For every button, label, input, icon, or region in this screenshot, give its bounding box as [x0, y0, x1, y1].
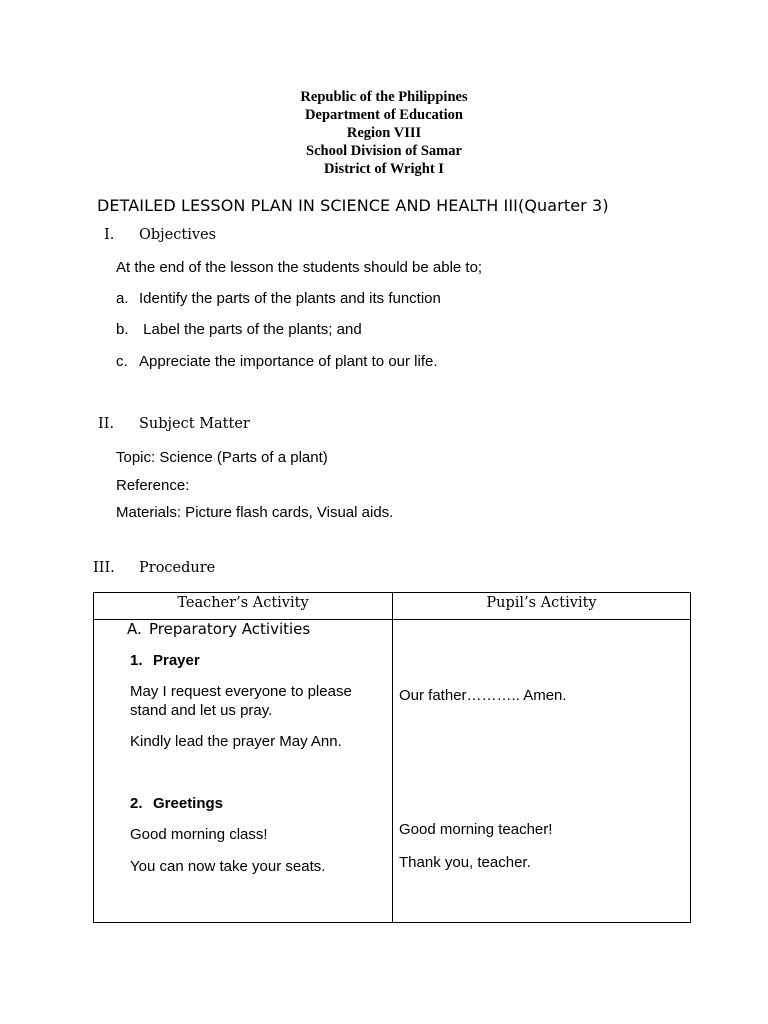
procedure-number: III.	[93, 560, 115, 576]
greetings-pupil-line-1: Good morning teacher!	[399, 821, 553, 838]
objective-item-c-marker: c.	[116, 353, 128, 370]
objectives-intro: At the end of the lesson the students should be able to;	[116, 259, 483, 276]
document-title: DETAILED LESSON PLAN IN SCIENCE AND HEALTH III(Quarter 3)	[97, 196, 609, 215]
prayer-pupil-response: Our father……….. Amen.	[399, 687, 567, 704]
subject-reference: Reference:	[116, 477, 190, 494]
objectives-heading: Objectives	[139, 227, 217, 243]
procedure-heading: Procedure	[139, 560, 216, 576]
greetings-marker: 2.	[130, 795, 143, 812]
objective-item-b-marker: b.	[116, 321, 129, 338]
subject-matter-heading: Subject Matter	[139, 416, 250, 432]
pupil-activity-cell	[393, 620, 691, 923]
pupil-activity-header: Pupil’s Activity	[393, 593, 691, 620]
header-republic: Republic of the Philippines	[300, 89, 468, 105]
objective-item-a: Identify the parts of the plants and its function	[139, 290, 441, 307]
objectives-number: I.	[104, 227, 115, 243]
subject-matter-number: II.	[98, 416, 115, 432]
objective-item-b: Label the parts of the plants; and	[139, 321, 362, 338]
teacher-activity-header: Teacher’s Activity	[94, 593, 393, 620]
prayer-heading: Prayer	[153, 652, 200, 669]
objective-item-a-marker: a.	[116, 290, 129, 307]
greetings-teacher-line-2: You can now take your seats.	[130, 858, 326, 875]
prayer-teacher-line-2: stand and let us pray.	[130, 702, 273, 719]
prayer-marker: 1.	[130, 652, 143, 669]
header-district: District of Wright I	[324, 161, 444, 177]
greetings-heading: Greetings	[153, 795, 224, 812]
preparatory-marker: A.	[127, 620, 142, 638]
procedure-table	[93, 592, 691, 923]
teacher-activity-cell	[94, 620, 393, 923]
prayer-teacher-line-1: May I request everyone to please	[130, 683, 352, 700]
subject-topic: Topic: Science (Parts of a plant)	[116, 449, 328, 466]
subject-materials: Materials: Picture flash cards, Visual aids.	[116, 504, 394, 521]
header-division: School Division of Samar	[306, 143, 462, 159]
header-department: Department of Education	[305, 107, 463, 123]
greetings-teacher-line-1: Good morning class!	[130, 826, 268, 843]
preparatory-label: Preparatory Activities	[149, 620, 311, 638]
header-region: Region VIII	[346, 125, 422, 141]
objective-item-c: Appreciate the importance of plant to our life.	[139, 353, 438, 370]
greetings-pupil-line-2: Thank you, teacher.	[399, 854, 531, 871]
prayer-teacher-line-3: Kindly lead the prayer May Ann.	[130, 733, 342, 750]
